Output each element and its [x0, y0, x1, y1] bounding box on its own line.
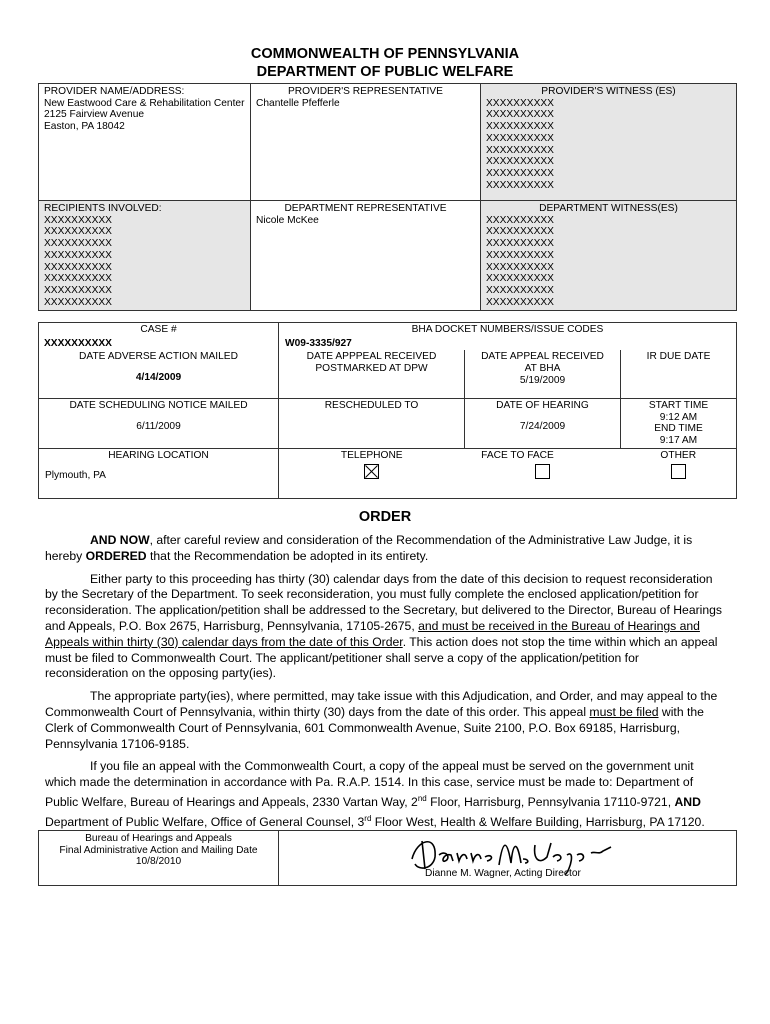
appeal-bha-label: DATE APPEAL RECEIVED [481, 351, 604, 363]
hearing-date-cell [465, 398, 621, 448]
mailing-date: 10/8/2010 [135, 856, 182, 868]
list-item: XXXXXXXXXX [486, 144, 554, 156]
case-label: CASE # [39, 323, 279, 337]
text-span: with the Clerk of Commonwealth Court of Pennsylvania, 601 Commonwealth Avenue, Suite 2100, P.O. Box 69185, Harrisburg, Pennsylvania 17106-9185. [45, 704, 704, 751]
other-label: OTHER [660, 449, 697, 461]
list-item: XXXXXXXXXX [486, 261, 554, 273]
hearing-date-value: 7/24/2009 [519, 420, 566, 432]
ordered: ORDERED [85, 548, 147, 563]
list-item: XXXXXXXXXX [44, 238, 112, 250]
appeal-bha-label: AT BHA [524, 363, 561, 375]
case-table [38, 322, 737, 499]
text-span: . This action does not stop the time within which an appeal must be filed to Commonwealth Court. The applicant/petitioner shall serve a copy of the application/petition for reconsideration on the opposing party(ies). [45, 634, 718, 681]
text-span: Either party to this proceeding has thirty (30) calendar days from the date of this decision to request reconsideration by the Secretary of the Department. To seek reconsideration, you must fully complete the enclosed application/petition for reconsideration. The application/petition shall be addressed to the Secretary, but delivered to the Director, Bureau of Hearings and Appeals, P.O. Box 2675, Harrisburg, Pennsylvania, 17105-2675, [45, 571, 723, 633]
sched-cell [39, 398, 279, 448]
order-title: ORDER [358, 509, 412, 525]
sched-value: 6/11/2009 [136, 420, 181, 432]
underlined-text: and must be received in the Bureau of Hearings and Appeals within thirty (30) calendar days from the date of this Order [45, 618, 700, 649]
list-item: XXXXXXXXXX [486, 156, 554, 168]
provider-rep-label: PROVIDER'S REPRESENTATIVE [288, 86, 443, 97]
location-value: Plymouth, PA [45, 470, 106, 482]
signer-name: Dianne M. Wagner, Acting Director [425, 868, 581, 879]
bureau-name: Bureau of Hearings and Appeals [85, 833, 232, 844]
header-line-1: COMMONWEALTH OF PENNSYLVANIA [250, 46, 520, 62]
provider-line: 2125 Fairview Avenue [44, 109, 145, 121]
hearing-date-label: DATE OF HEARING [496, 399, 589, 411]
docket-number: W09-3335/927 [279, 337, 737, 351]
appeal-dpw-label: DATE APPPEAL RECEIVED [306, 351, 437, 363]
recipients-cell [39, 201, 251, 311]
list-item: XXXXXXXXXX [44, 273, 112, 285]
order-paragraph-3 [45, 689, 723, 752]
list-item: XXXXXXXXXX [44, 249, 112, 261]
appeal-dpw-cell [279, 350, 465, 398]
provider-line: Easton, PA 18042 [44, 121, 125, 133]
list-item: XXXXXXXXXX [44, 226, 112, 238]
appeal-dpw-label: POSTMARKED AT DPW [315, 363, 428, 375]
order-paragraph-4 [45, 759, 723, 830]
time-cell [621, 398, 737, 448]
text-span: Floor West, Health & Welfare Building, Harrisburg, PA 17120. [371, 814, 705, 829]
parties-table [38, 83, 737, 311]
dept-witness-label: DEPARTMENT WITNESS(ES) [539, 203, 678, 214]
provider-witness-label: PROVIDER'S WITNESS (ES) [541, 86, 676, 97]
list-item: XXXXXXXXXX [486, 121, 554, 133]
provider-witness-cell [481, 84, 737, 201]
adverse-label: DATE ADVERSE ACTION MAILED [79, 351, 238, 363]
final-action-label: Final Administrative Action and Mailing Date [59, 844, 258, 856]
provider-rep-cell [251, 84, 481, 201]
text-span: The appropriate party(ies), where permitted, may take issue with this Adjudication, and Order, and may appeal to the Commonwealth Court of Pennsylvania, within thirty (30) days from the date of this order. This appeal [45, 689, 718, 719]
list-item: XXXXXXXXXX [486, 249, 554, 261]
other-cell [621, 448, 737, 498]
text-span: , after careful review and consideration of the Recommendation of the Administrative Law Judge, it is hereby [45, 533, 693, 563]
appeal-bha-value: 5/19/2009 [519, 374, 566, 386]
header-line-2: DEPARTMENT OF PUBLIC WELFARE [256, 64, 514, 80]
list-item: XXXXXXXXXX [44, 284, 112, 296]
adverse-value: 4/14/2009 [135, 372, 182, 384]
other-checkbox[interactable] [671, 464, 686, 479]
adverse-cell [39, 350, 279, 398]
order-paragraph-2 [45, 572, 723, 683]
list-item: XXXXXXXXXX [44, 214, 112, 226]
list-item: XXXXXXXXXX [486, 109, 554, 121]
ir-label: IR DUE DATE [646, 351, 711, 363]
order-paragraph-1 [45, 533, 723, 565]
and-now: AND NOW [90, 533, 150, 547]
text-span: Floor, Harrisburg, Pennsylvania 17110-9721, [426, 795, 675, 810]
dept-rep-name: Nicole McKee [256, 214, 319, 226]
footer-table [38, 830, 737, 886]
list-item: XXXXXXXXXX [486, 167, 554, 179]
list-item: XXXXXXXXXX [486, 296, 554, 308]
provider-label: PROVIDER NAME/ADDRESS: [44, 86, 185, 97]
text-span: that the Recommendation be adopted in its entirety. [146, 548, 429, 563]
ir-cell [621, 350, 737, 398]
signature-cell [279, 831, 737, 886]
face-label: FACE TO FACE [481, 449, 554, 461]
superscript: rd [364, 813, 372, 823]
telephone-checkbox[interactable] [364, 464, 379, 479]
text-span: Department of Public Welfare, Office of General Counsel, 3 [45, 814, 365, 829]
provider-line: New Eastwood Care & Rehabilitation Center [44, 97, 245, 109]
dept-witness-cell [481, 201, 737, 311]
list-item: XXXXXXXXXX [486, 132, 554, 144]
order-body [45, 533, 723, 838]
and-bold: AND [674, 795, 701, 810]
face-to-face-checkbox[interactable] [535, 464, 550, 479]
telephone-label: TELEPHONE [340, 449, 403, 461]
appeal-bha-cell [465, 350, 621, 398]
underlined-text: must be filed [589, 704, 659, 719]
list-item: XXXXXXXXXX [486, 284, 554, 296]
list-item: XXXXXXXXXX [486, 238, 554, 250]
docket-label: BHA DOCKET NUMBERS/ISSUE CODES [279, 323, 737, 337]
sched-label: DATE SCHEDULING NOTICE MAILED [69, 399, 248, 411]
location-cell [39, 448, 279, 498]
list-item: XXXXXXXXXX [486, 214, 554, 226]
start-value: 9:12 AM [659, 411, 698, 423]
bureau-cell [39, 831, 279, 886]
case-number: XXXXXXXXXX [39, 337, 279, 351]
dept-rep-cell [251, 201, 481, 311]
resched-label: RESCHEDULED TO [324, 399, 419, 411]
recipients-label: RECIPIENTS INVOLVED: [44, 203, 162, 214]
text-span: If you file an appeal with the Commonwealth Court, a copy of the appeal must be served on the government unit which made the determination in accordance with Pa. R.A.P. 1514. In this case, service must be made to: Department of Public Welfare, Bureau of Hearings and Appeals, 2330 Vartan Way, 2 [45, 759, 694, 810]
provider-cell [39, 84, 251, 201]
location-label: HEARING LOCATION [108, 449, 209, 461]
face-cell [465, 448, 621, 498]
list-item: XXXXXXXXXX [486, 179, 554, 191]
dept-rep-label: DEPARTMENT REPRESENTATIVE [284, 203, 447, 214]
provider-witness-list [486, 98, 731, 192]
end-value: 9:17 AM [659, 435, 698, 447]
superscript: nd [417, 793, 427, 803]
resched-cell [279, 398, 465, 448]
end-label: END TIME [654, 423, 703, 435]
start-label: START TIME [648, 399, 709, 411]
provider-rep-name: Chantelle Pfefferle [256, 97, 340, 109]
list-item: XXXXXXXXXX [44, 261, 112, 273]
list-item: XXXXXXXXXX [486, 226, 554, 238]
list-item: XXXXXXXXXX [486, 273, 554, 285]
list-item: XXXXXXXXXX [486, 97, 554, 109]
list-item: XXXXXXXXXX [44, 296, 112, 308]
